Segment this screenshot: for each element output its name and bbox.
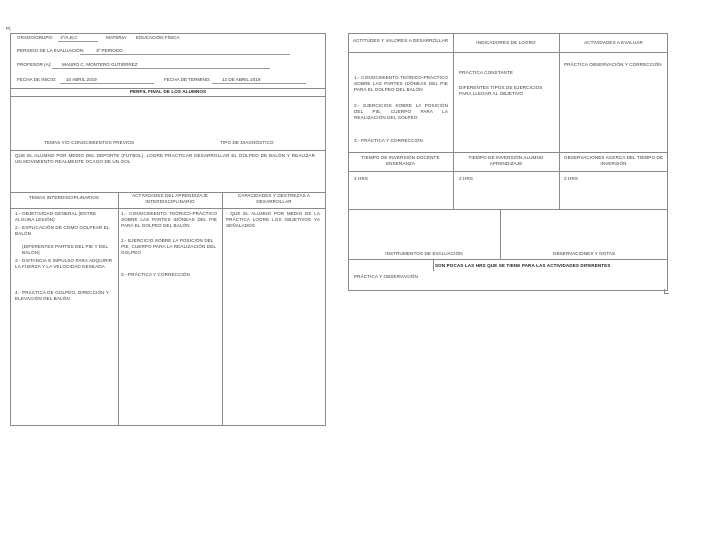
corner-mark: P(: [6, 26, 11, 31]
left-col1-item-5: 4.- PRÁCTICA DE GOLPEO, DIRECCIÓN Y ELEVACIÓN DEL BALÓN: [15, 290, 109, 301]
fecha-inicio-value: 10 ABRIL 2019: [66, 77, 97, 82]
diagnostico-label: TIPO DE DIAGNÓSTICO: [220, 140, 274, 145]
profesor-label: PROFESOR (A):: [17, 62, 52, 67]
profesor-underline: [52, 68, 270, 69]
grado-value: 1º/A,B,C: [60, 35, 78, 40]
tiempo-docente-value: 2 HRS: [354, 176, 369, 181]
tiempo-docente-header: TIEMPO DE INVERSIÓN DOCENTE ENSEÑANZA: [361, 155, 440, 166]
observaciones-header: OBSERVACIONES Y NOTAS: [552, 251, 616, 256]
grado-underline: [58, 41, 98, 42]
right-col1-item-1: 1.- CONOCIMIENTO TEÓRICO-PRÁCTICO SOBRE LAS PARTES IDÓNEAS DEL PIE PARA EL GOLPEO DEL BALÓN: [354, 75, 448, 92]
right-col3-text: PRÁCTICA OBSERVACIÓN Y CORRECCIÓN: [564, 62, 662, 67]
right-col1-item-2: 2.- EJERCICIOS SOBRE LA POSICIÓN DEL PIE, CUERPO PARA LA REALIZACIÓN DEL GOLPEO: [354, 103, 448, 120]
perfil-title: PERFIL FINAL DE LOS ALUMNOS: [129, 89, 207, 94]
fecha-inicio-label: FECHA DE INICIO:: [17, 77, 57, 82]
fecha-inicio-underline: [60, 83, 154, 84]
left-col1-item-2: 2.- EXPLICACIÓN DE CÓMO GOLPEAR EL BALÓN: [15, 225, 110, 236]
profesor-value: MAURO C. MONTERO GUTIÉRREZ: [62, 62, 138, 67]
observaciones-value: SON POCAS LAS HRS QUE SE TIENE PARA LAS ACTIVIDADES DIFERENTES: [435, 263, 611, 268]
left-col3-text: - QUE EL ALUMNO POR MEDIO DE LA PRÁCTICA LOGRE LOS OBJETIVOS YA SEÑALADOS: [226, 211, 320, 228]
left-col2-header: ACTIVIDADES DEL APRENDIZAJE INTERDISCIPLINARIO: [131, 193, 209, 204]
tiempo-alumno-value: 2 HRS: [459, 176, 474, 181]
tiempo-observaciones-value: 2 HRS: [564, 176, 579, 181]
right-col3-header: ACTIVIDADES A EVALUAR: [584, 40, 643, 45]
objetivo-text: QUE EL ALUMNO POR MEDIO DEL DEPORTE (FUTBOL), LOGRE PRACTICAR DESARROLLAR EL GOLPEO DE BALÓN Y REALIZAR UN MOVIMIENTO REALMENTE OCAGO DE UN GOL: [15, 153, 315, 164]
right-col2-item-1: PRÁCTICA CONSTANTE: [459, 70, 514, 75]
left-col1-item-1: 1.- OBJETIVIDAD GENERAL (ENTRE ALGUNA LESIÓN): [15, 211, 97, 222]
fecha-termino-underline: [212, 83, 306, 84]
materia-value: EDUCACIÓN FÍSICA: [136, 35, 180, 40]
left-col1-item-4: 3.- DISTANCIA E IMPULSO PARA ADQUIRIR LA FUERZA Y LA VELOCIDAD DESEADA: [15, 258, 113, 269]
left-col1-header: TEMAS INTERDISCIPLINARIOS: [28, 195, 100, 200]
periodo-label: PERIODO DE LA EVALUACIÓN:: [17, 48, 85, 53]
instrumentos-value: PRÁCTICA Y OBSERVACIÓN: [354, 274, 418, 279]
grado-label: GRADO/GRUPO:: [17, 35, 54, 40]
right-col1-header: ACTITUDES Y VALORES A DESARROLLAR: [352, 38, 449, 43]
materia-label: MATERIA:: [106, 35, 128, 40]
tiempo-alumno-header: TIEMPO DE INVERSIÓN ALUMNO APRENDIZAJE: [468, 155, 544, 166]
right-col2-item-2: DIFERENTES TIPOS DE EJERCICIOS PARA LLEGAR AL OBJETIVO: [459, 85, 543, 96]
left-col3-header: CAPACIDADES Y DESTREZAS A DESARROLLAR: [237, 193, 311, 204]
right-col1-item-3: 3.- PRÁCTICA Y CORRECCIÓN: [354, 138, 423, 143]
left-col2-item-2: 2.- EJERCICIO SOBRE LA POSICIÓN DEL PIE, CUERPO PARA LA REALIZACIÓN DEL GOLPEO: [121, 238, 216, 255]
page-corner-mark: [664, 289, 669, 294]
periodo-underline: [80, 54, 290, 55]
right-col2-header: INDICADORES DE LOGRO: [476, 40, 536, 45]
fecha-termino-value: 12 DE ABRIL 2019: [222, 77, 261, 82]
tiempo-observaciones-header: OBSERVACIONES ACERCA DEL TIEMPO DE INVERSIÓN: [563, 155, 664, 166]
left-col2-item-1: 1.- CONOCIMIENTO TEÓRICO-PRÁCTICO SOBRE LAS PARTES IDÓNEAS DEL PIE PARA EL GOLPEO DEL BALÓN: [121, 211, 217, 228]
left-col1-item-3: (DIFERENTES PARTES DEL PIE Y DEL BALÓN): [22, 244, 108, 255]
periodo-value: 3º PERIODO: [96, 48, 123, 53]
instrumentos-header: INSTRUMENTOS DE EVALUACIÓN: [385, 251, 463, 256]
left-col2-item-3: 3.- PRÁCTICA Y CORRECCIÓN: [121, 272, 190, 277]
temas-label: TEMAS Y/O CONOCIMIENTOS PREVIOS: [44, 140, 135, 145]
fecha-termino-label: FECHA DE TERMINO:: [164, 77, 211, 82]
